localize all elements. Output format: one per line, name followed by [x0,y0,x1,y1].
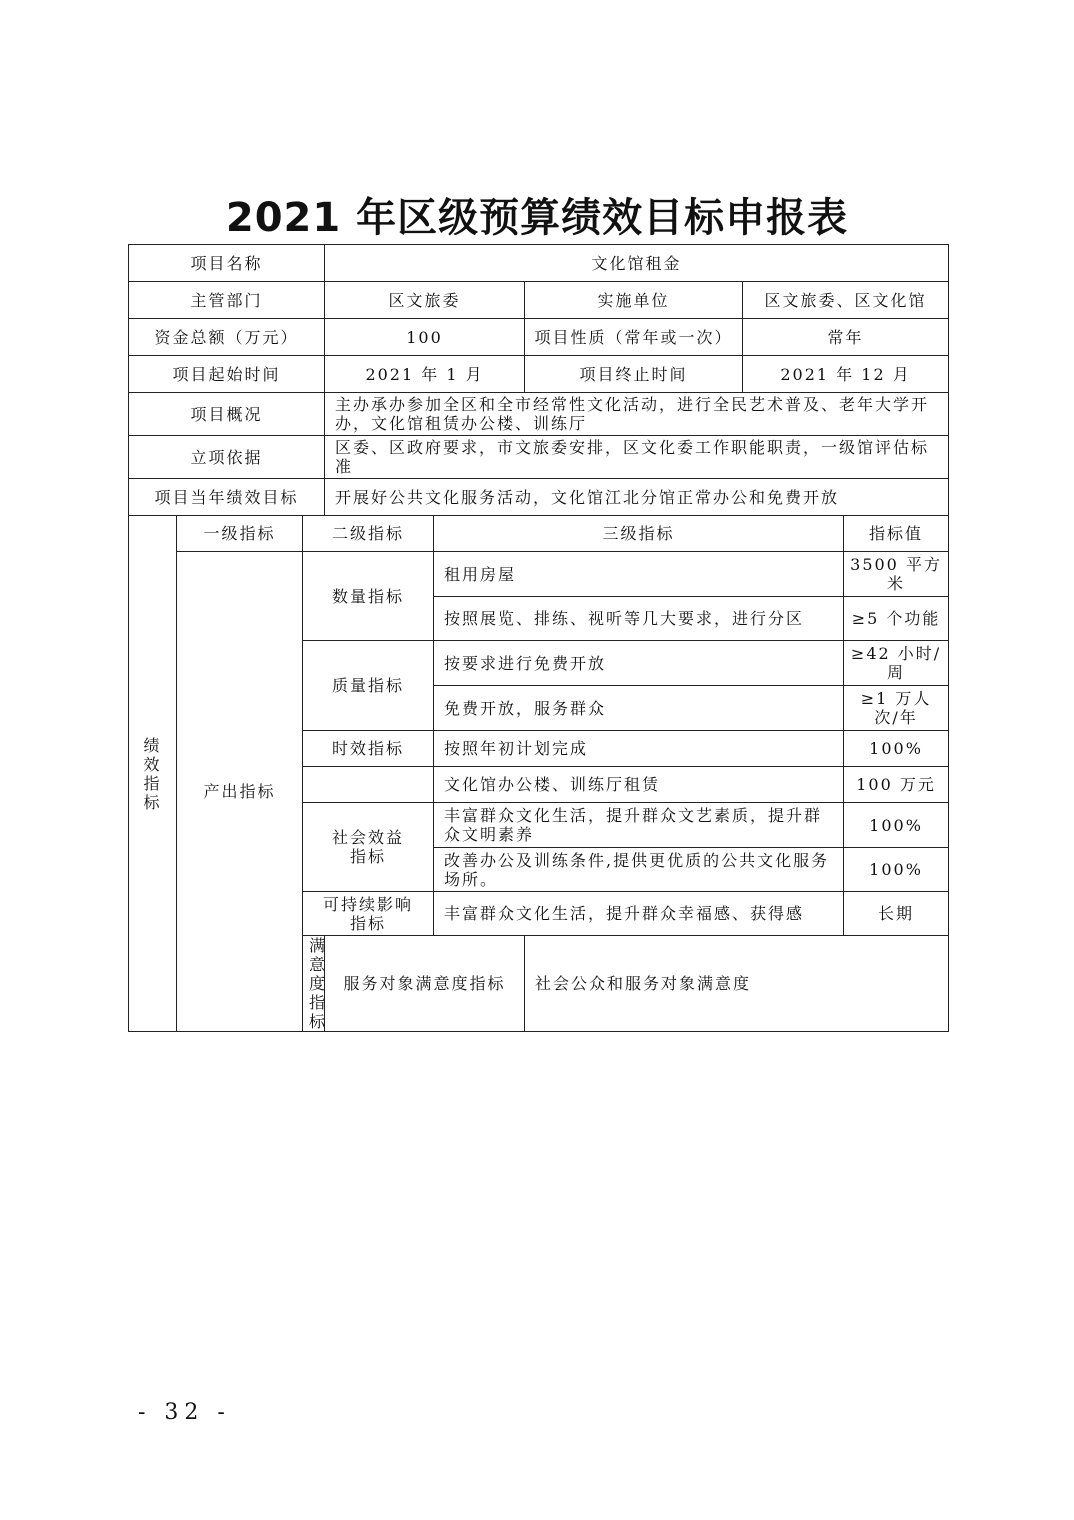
indicator-item: 丰富群众文化生活，提升群众文艺素质，提升群众文明素养 [434,803,844,848]
indicator-value: 100 万元 [844,767,949,803]
basis-value: 区委、区政府要求，市文旅委安排，区文化委工作职能职责，一级馆评估标准 [325,436,949,479]
budget-performance-table [128,244,949,1032]
page-title: 2021 年区级预算绩效目标申报表 [225,195,849,241]
start-value: 2021 年 1 月 [325,356,525,393]
indicator-value: 100% [844,803,949,848]
indicator-item: 文化馆办公楼、训练厅租赁 [434,767,844,803]
basis-label: 立项依据 [129,436,325,479]
indicator-item: 按照展览、排练、视听等几大要求，进行分区 [434,597,844,641]
blank-indicator-cell [303,767,434,803]
dept-label: 主管部门 [129,282,325,319]
indicator-value: 3500 平方米 [844,552,949,597]
indicator-item: 按要求进行免费开放 [434,641,844,686]
dept-value: 区文旅委 [325,282,525,319]
social-indicator-label: 社会效益指标 [303,803,434,892]
page-number: - 32 - [138,1400,231,1425]
indicator-item: 免费开放，服务群众 [434,686,844,731]
nature-value: 常年 [743,319,949,356]
quality-indicator-label: 质量指标 [303,641,434,731]
indicator-item: 租用房屋 [434,552,844,597]
funds-label: 资金总额（万元） [129,319,325,356]
indicator-value: 100% [844,731,949,767]
nature-label: 项目性质（常年或一次） [525,319,743,356]
row-period [129,356,949,393]
start-label: 项目起始时间 [129,356,325,393]
indicator-item: 社会公众和服务对象满意度 [525,936,949,1032]
row-goal [129,479,949,516]
end-value: 2021 年 12 月 [743,356,949,393]
output-indicator-label: 产出指标 [177,552,303,1032]
overview-value: 主办承办参加全区和全市经常性文化活动，进行全民艺术普及、老年大学开办，文化馆租赁办公楼、训练厅 [325,393,949,436]
row-project-name [129,245,949,282]
table-row [129,552,949,597]
funds-value: 100 [325,319,525,356]
end-label: 项目终止时间 [525,356,743,393]
sustain-indicator-label: 可持续影响指标 [303,892,434,936]
indicator-value: 长期 [844,892,949,936]
indicator-value: 100% [844,848,949,892]
row-dept [129,282,949,319]
indicator-value: ≥5 个功能 [844,597,949,641]
header-level2: 二级指标 [303,516,434,552]
impl-value: 区文旅委、区文化馆 [743,282,949,319]
indicator-header-row [129,516,949,552]
header-level3: 三级指标 [434,516,844,552]
goal-label: 项目当年绩效目标 [129,479,325,516]
overview-label: 项目概况 [129,393,325,436]
timeliness-indicator-label: 时效指标 [303,731,434,767]
goal-value: 开展好公共文化服务活动，文化馆江北分馆正常办公和免费开放 [325,479,949,516]
indicator-value: ≥42 小时/周 [844,641,949,686]
satisfaction-l2-label: 服务对象满意度指标 [325,936,525,1032]
indicator-item: 按照年初计划完成 [434,731,844,767]
impl-label: 实施单位 [525,282,743,319]
indicator-value: ≥1 万人次/年 [844,686,949,731]
header-value: 指标值 [844,516,949,552]
indicator-item: 丰富群众文化生活，提升群众幸福感、获得感 [434,892,844,936]
row-basis [129,436,949,479]
quantity-indicator-label: 数量指标 [303,552,434,641]
row-funds [129,319,949,356]
project-name-value: 文化馆租金 [325,245,949,282]
indicator-item: 改善办公及训练条件,提供更优质的公共文化服务场所。 [434,848,844,892]
row-overview [129,393,949,436]
project-name-label: 项目名称 [129,245,325,282]
header-level1: 一级指标 [177,516,303,552]
performance-indicator-label: 绩效指标 [129,516,177,1032]
satisfaction-indicator-label: 满意度指标 [303,936,325,1032]
